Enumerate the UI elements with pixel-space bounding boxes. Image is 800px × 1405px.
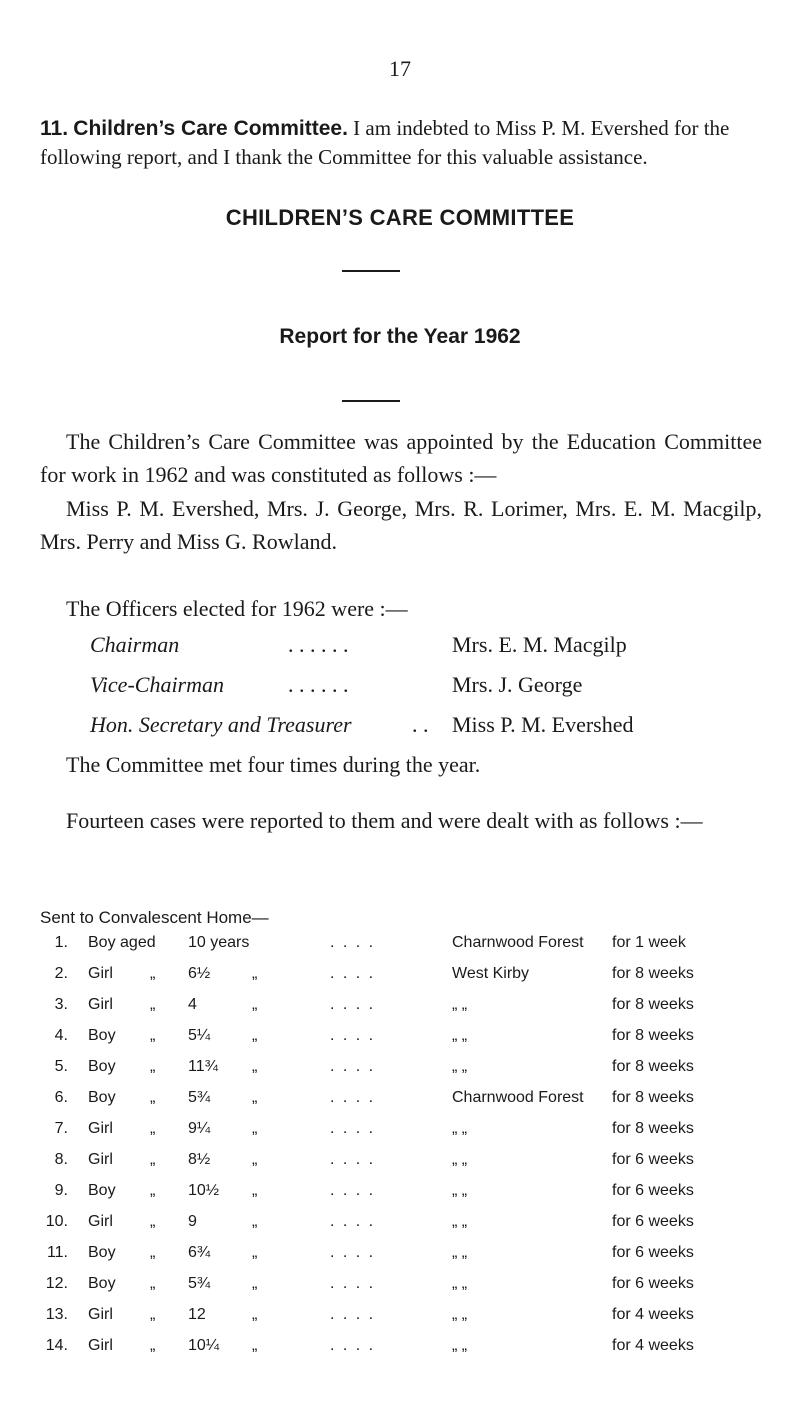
ditto-mark: „ xyxy=(150,1058,156,1075)
case-place: Charnwood Forest xyxy=(452,934,584,951)
case-age: 6½ xyxy=(188,965,211,982)
ditto-mark: „ xyxy=(150,1182,156,1199)
ditto-mark: „ xyxy=(150,1089,156,1106)
case-sex: Girl xyxy=(88,1120,113,1137)
case-sex: Boy xyxy=(88,1089,116,1106)
officer-row xyxy=(0,632,800,662)
leader-dots: . . . . xyxy=(330,996,376,1013)
case-duration: for 6 weeks xyxy=(612,1275,694,1292)
case-age: 10½ xyxy=(188,1182,220,1199)
case-age: 12 xyxy=(188,1306,206,1323)
members-paragraph: Miss P. M. Evershed, Mrs. J. George, Mrs. R. Lorimer, Mrs. E. M. Macgilp, Mrs. Perry and Miss G. Rowland. xyxy=(40,496,762,554)
case-sex: Girl xyxy=(88,1306,113,1323)
case-number: 1. xyxy=(54,934,68,951)
leader-dots: . . . . xyxy=(330,1306,376,1323)
case-sex: Girl xyxy=(88,1151,113,1168)
ditto-mark: „ xyxy=(252,1244,258,1261)
ditto-mark: „ xyxy=(150,996,156,1013)
case-age: 8½ xyxy=(188,1151,211,1168)
case-age: 5¾ xyxy=(188,1089,211,1106)
case-number: 13. xyxy=(45,1306,68,1323)
case-age: 5¾ xyxy=(188,1275,211,1292)
officer-name: Mrs. J. George xyxy=(452,672,583,697)
officers-intro: The Officers elected for 1962 were :— xyxy=(66,596,408,621)
case-duration: for 6 weeks xyxy=(612,1244,694,1261)
leader-dots: . . xyxy=(412,712,429,737)
leader-dots: . . . . xyxy=(330,1120,376,1137)
table-row xyxy=(0,1244,800,1270)
officer-row xyxy=(0,712,800,742)
ditto-mark: „ xyxy=(252,965,258,982)
case-duration: for 8 weeks xyxy=(612,996,694,1013)
case-number: 3. xyxy=(54,996,68,1013)
officer-role: Hon. Secretary and Treasurer xyxy=(90,712,352,737)
ditto-mark: „ xyxy=(150,1151,156,1168)
page-number: 17 xyxy=(389,56,411,81)
cases-paragraph: Fourteen cases were reported to them and were dealt with as follows :— xyxy=(66,808,703,833)
intro-text: I am indebted to Miss P. M. Evershed for the following report, and I thank the Committee for this valuable assistance. xyxy=(40,116,730,169)
leader-dots: . . . . xyxy=(330,1027,376,1044)
case-sex: Girl xyxy=(88,1337,113,1354)
leader-dots: . . . . xyxy=(330,1244,376,1261)
case-number: 14. xyxy=(45,1337,68,1354)
ditto-mark: „ xyxy=(252,1182,258,1199)
case-number: 9. xyxy=(54,1182,68,1199)
case-number: 7. xyxy=(54,1120,68,1137)
case-place: „ „ xyxy=(452,1058,468,1075)
case-duration: for 8 weeks xyxy=(612,965,694,982)
case-age: 11¾ xyxy=(188,1058,218,1075)
table-row xyxy=(0,1058,800,1084)
leader-dots: . . . . xyxy=(330,965,376,982)
case-sex: Boy xyxy=(88,1058,116,1075)
case-place: West Kirby xyxy=(452,965,530,982)
officer-role: Vice-Chairman xyxy=(90,672,225,697)
report-subheading: Report for the Year 1962 xyxy=(279,325,521,348)
leader-dots: . . . . xyxy=(330,1213,376,1230)
intro-paragraph xyxy=(40,114,762,172)
case-number: 4. xyxy=(54,1027,68,1044)
leader-dots: . . . . xyxy=(330,1151,376,1168)
divider-rule xyxy=(342,270,400,272)
ditto-mark: „ xyxy=(150,1027,156,1044)
leader-dots: . . . . xyxy=(330,934,376,951)
case-sex: Girl xyxy=(88,965,113,982)
table-row xyxy=(0,1089,800,1115)
case-duration: for 8 weeks xyxy=(612,1120,694,1137)
ditto-mark: „ xyxy=(150,1275,156,1292)
leader-dots: . . . . . . xyxy=(288,632,349,657)
officer-name: Mrs. E. M. Macgilp xyxy=(452,632,627,657)
section-number: 11. xyxy=(40,117,69,140)
case-age: 10 years xyxy=(188,934,250,951)
case-duration: for 4 weeks xyxy=(612,1337,694,1354)
case-duration: for 4 weeks xyxy=(612,1306,694,1323)
case-place: „ „ xyxy=(452,1213,468,1230)
appointment-paragraph: The Children’s Care Committee was appointed by the Education Committee for work in 1962 and was constituted as follows :— xyxy=(40,429,762,487)
case-place: „ „ xyxy=(452,1151,468,1168)
ditto-mark: „ xyxy=(252,996,258,1013)
case-duration: for 8 weeks xyxy=(612,1058,694,1075)
case-duration: for 6 weeks xyxy=(612,1213,694,1230)
case-place: „ „ xyxy=(452,1182,468,1199)
case-number: 8. xyxy=(54,1151,68,1168)
table-row xyxy=(0,1027,800,1053)
ditto-mark: „ xyxy=(252,1120,258,1137)
ditto-mark: „ xyxy=(150,1213,156,1230)
case-number: 6. xyxy=(54,1089,68,1106)
case-age: 5¼ xyxy=(188,1027,211,1044)
table-row xyxy=(0,934,800,960)
table-row xyxy=(0,1182,800,1208)
ditto-mark: „ xyxy=(252,1213,258,1230)
case-place: „ „ xyxy=(452,996,468,1013)
case-place: „ „ xyxy=(452,1027,468,1044)
meetings-paragraph: The Committee met four times during the year. xyxy=(66,752,481,777)
committee-heading: CHILDREN’S CARE COMMITTEE xyxy=(225,205,575,230)
case-age: 9 xyxy=(188,1213,197,1230)
section-title: Children’s Care Committee. xyxy=(73,117,348,140)
cases-table xyxy=(0,934,800,1374)
ditto-mark: „ xyxy=(252,1089,258,1106)
case-duration: for 8 weeks xyxy=(612,1089,694,1106)
case-sex: Boy xyxy=(88,1182,116,1199)
case-duration: for 8 weeks xyxy=(612,1027,694,1044)
case-sex: Girl xyxy=(88,996,113,1013)
case-age: 4 xyxy=(188,996,197,1013)
case-sex: Boy xyxy=(88,1244,116,1261)
case-place: „ „ xyxy=(452,1306,468,1323)
officer-role: Chairman xyxy=(90,632,180,657)
case-duration: for 6 weeks xyxy=(612,1151,694,1168)
divider-rule xyxy=(342,400,400,402)
case-sex: Boy xyxy=(88,1275,116,1292)
case-sex: Boy aged xyxy=(88,934,156,951)
table-row xyxy=(0,1275,800,1301)
ditto-mark: „ xyxy=(150,1120,156,1137)
case-age: 9¼ xyxy=(188,1120,211,1137)
case-number: 10. xyxy=(45,1213,68,1230)
case-sex: Girl xyxy=(88,1213,113,1230)
case-duration: for 1 week xyxy=(612,934,686,951)
table-row xyxy=(0,996,800,1022)
ditto-mark: „ xyxy=(150,1306,156,1323)
case-place: „ „ xyxy=(452,1275,468,1292)
leader-dots: . . . . xyxy=(330,1058,376,1075)
officer-row xyxy=(0,672,800,702)
leader-dots: . . . . xyxy=(330,1182,376,1199)
table-row xyxy=(0,1213,800,1239)
ditto-mark: „ xyxy=(252,1337,258,1354)
case-sex: Boy xyxy=(88,1027,116,1044)
ditto-mark: „ xyxy=(252,1151,258,1168)
case-number: 5. xyxy=(54,1058,68,1075)
ditto-mark: „ xyxy=(150,1337,156,1354)
leader-dots: . . . . xyxy=(330,1337,376,1354)
table-row xyxy=(0,1151,800,1177)
ditto-mark: „ xyxy=(252,1027,258,1044)
case-age: 6¾ xyxy=(188,1244,211,1261)
ditto-mark: „ xyxy=(252,1306,258,1323)
case-number: 11. xyxy=(46,1244,68,1261)
case-place: „ „ xyxy=(452,1120,468,1137)
table-row xyxy=(0,1120,800,1146)
case-place: „ „ xyxy=(452,1337,468,1354)
case-duration: for 6 weeks xyxy=(612,1182,694,1199)
leader-dots: . . . . xyxy=(330,1275,376,1292)
ditto-mark: „ xyxy=(150,1244,156,1261)
case-place: „ „ xyxy=(452,1244,468,1261)
leader-dots: . . . . . . xyxy=(288,672,349,697)
case-number: 12. xyxy=(45,1275,68,1292)
cases-heading: Sent to Convalescent Home— xyxy=(40,908,269,927)
ditto-mark: „ xyxy=(252,1275,258,1292)
table-row xyxy=(0,1337,800,1363)
leader-dots: . . . . xyxy=(330,1089,376,1106)
case-age: 10¼ xyxy=(188,1337,220,1354)
ditto-mark: „ xyxy=(252,1058,258,1075)
table-row xyxy=(0,1306,800,1332)
case-number: 2. xyxy=(54,965,68,982)
ditto-mark: „ xyxy=(150,965,156,982)
case-place: Charnwood Forest xyxy=(452,1089,584,1106)
table-row xyxy=(0,965,800,991)
officer-name: Miss P. M. Evershed xyxy=(452,712,634,737)
